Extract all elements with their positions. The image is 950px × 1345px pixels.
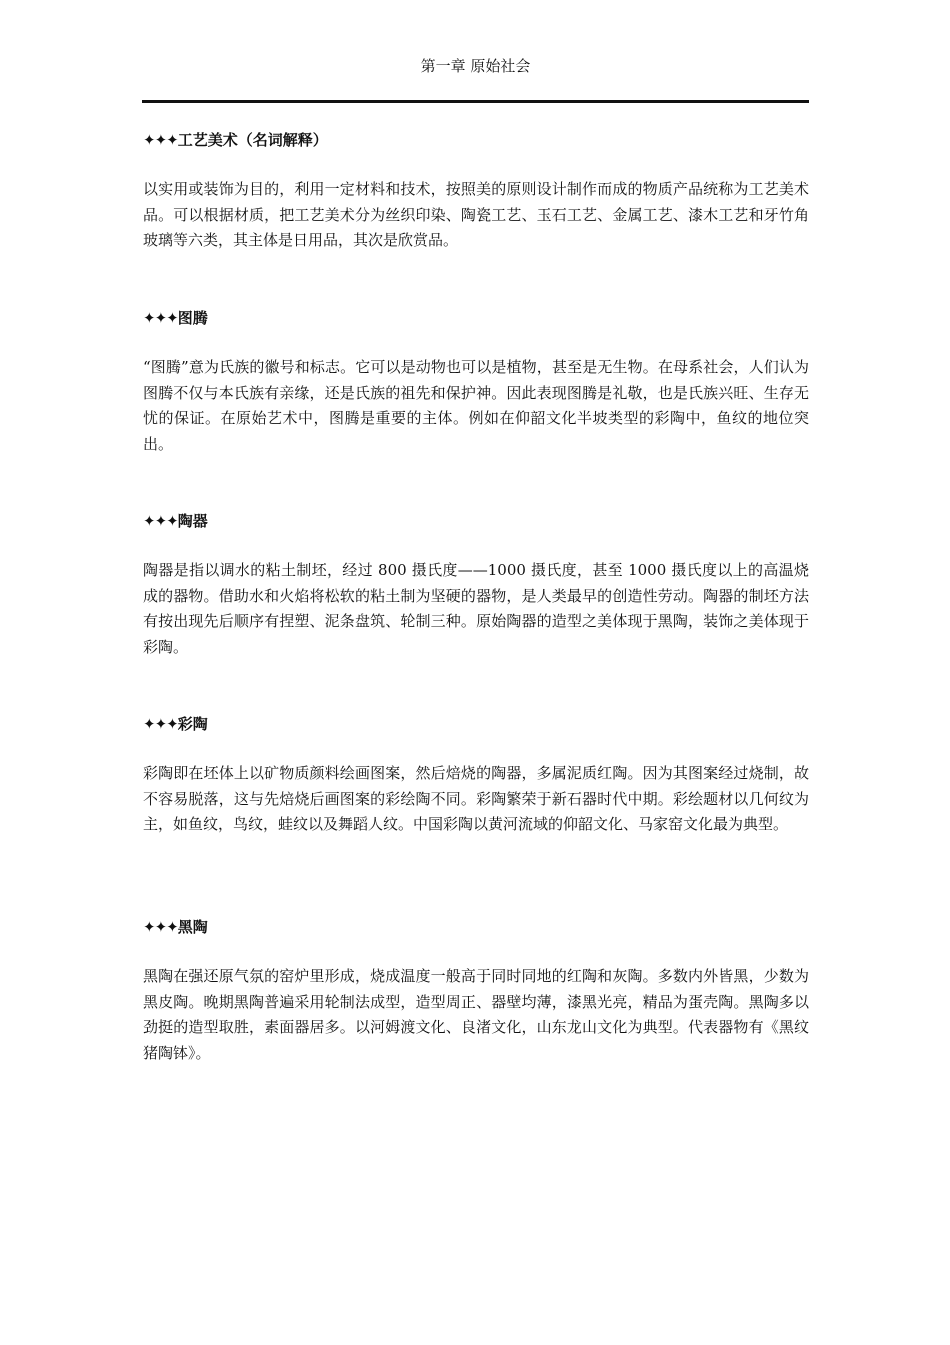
diamond-bullets-icon: ✦✦✦	[143, 131, 178, 149]
section-title: 彩陶	[177, 715, 208, 733]
section-taoqi	[143, 511, 809, 660]
section-title: 工艺美术（名词解释）	[177, 131, 328, 149]
section-gongyi-meishu	[143, 130, 809, 254]
section-body: 陶器是指以调水的粘土制坯，经过 800 摄氏度——1000 摄氏度，甚至 1000 摄氏度以上的高温烧成的器物。借助水和火焰将松软的粘土制为坚硬的器物，是人类最早的创造性劳动。陶器的制坯方法有按出现先后顺序有捏塑、泥条盘筑、轮制三种。原始陶器的造型之美体现于黑陶，装饰之美体现于彩陶。	[143, 561, 809, 656]
section-body: “图腾”意为氏族的徽号和标志。它可以是动物也可以是植物，甚至是无生物。在母系社会，人们认为图腾不仅与本氏族有亲缘，还是氏族的祖先和保护神。因此表现图腾是礼敬，也是氏族兴旺、生存无忧的保证。在原始艺术中，图腾是重要的主体。例如在仰韶文化半坡类型的彩陶中，鱼纹的地位突出。	[143, 358, 809, 453]
section-caitao	[143, 714, 809, 838]
section-heading	[143, 917, 809, 937]
section-heading	[143, 714, 809, 734]
diamond-bullets-icon: ✦✦✦	[143, 309, 178, 327]
diamond-bullets-icon: ✦✦✦	[143, 715, 178, 733]
section-heitao	[143, 917, 809, 1066]
page-header-title: 第一章 原始社会	[420, 57, 531, 75]
section-heading	[143, 511, 809, 531]
header-divider	[142, 100, 809, 103]
diamond-bullets-icon: ✦✦✦	[143, 512, 178, 530]
section-body: 以实用或装饰为目的，利用一定材料和技术，按照美的原则设计制作而成的物质产品统称为工艺美术品。可以根据材质，把工艺美术分为丝织印染、陶瓷工艺、玉石工艺、金属工艺、漆木工艺和牙竹角玻璃等六类，其主体是日用品，其次是欣赏品。	[143, 180, 809, 249]
section-heading	[143, 130, 809, 150]
section-body: 黑陶在强还原气氛的窑炉里形成，烧成温度一般高于同时同地的红陶和灰陶。多数内外皆黑，少数为黑皮陶。晚期黑陶普遍采用轮制法成型，造型周正、器壁均薄，漆黑光亮，精品为蛋壳陶。黑陶多以劲挺的造型取胜，素面器居多。以河姆渡文化、良渚文化，山东龙山文化为典型。代表器物有《黑纹猪陶钵》。	[143, 967, 809, 1062]
section-heading	[143, 308, 809, 328]
section-tuteng	[143, 308, 809, 457]
diamond-bullets-icon: ✦✦✦	[143, 918, 178, 936]
section-title: 黑陶	[177, 918, 208, 936]
section-title: 图腾	[177, 309, 208, 327]
section-title: 陶器	[177, 512, 208, 530]
section-body: 彩陶即在坯体上以矿物质颜料绘画图案，然后焙烧的陶器，多属泥质红陶。因为其图案经过烧制，故不容易脱落，这与先焙烧后画图案的彩绘陶不同。彩陶繁荣于新石器时代中期。彩绘题材以几何纹为主，如鱼纹，鸟纹，蛙纹以及舞蹈人纹。中国彩陶以黄河流域的仰韶文化、马家窑文化最为典型。	[143, 764, 809, 833]
